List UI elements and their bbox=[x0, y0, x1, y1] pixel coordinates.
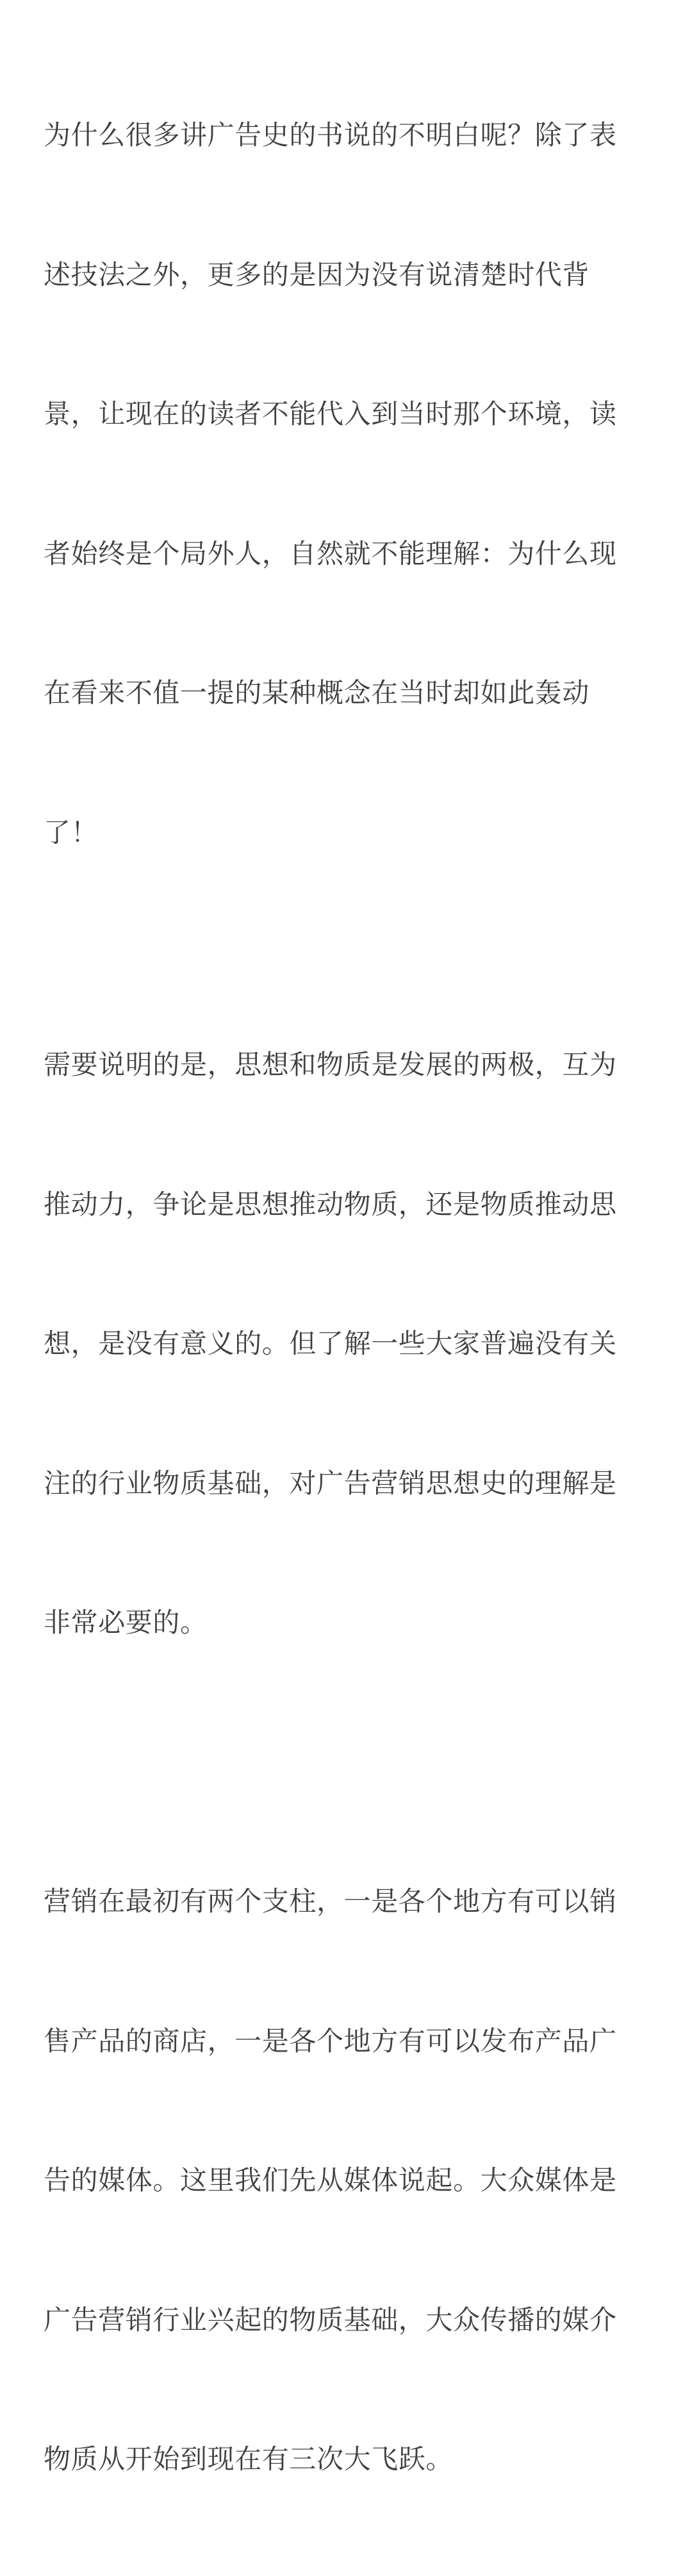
text-line: 为什么很多讲广告史的书说的不明白呢？除了表 bbox=[44, 119, 617, 151]
article-body bbox=[44, 19, 648, 2576]
text-line: 者始终是个局外人，自然就不能理解：为什么现 bbox=[44, 537, 617, 569]
text-line: 推动力，争论是思想推动物质，还是物质推动思 bbox=[44, 1188, 617, 1220]
text-line: 营销在最初有两个支柱，一是各个地方有可以销 bbox=[44, 1886, 617, 1917]
paragraph-gap bbox=[44, 1739, 648, 1786]
text-line: 了！ bbox=[44, 816, 99, 848]
text-line: 非常必要的。 bbox=[44, 1607, 208, 1638]
text-line: 注的行业物质基础，对广告营销思想史的理解是 bbox=[44, 1467, 617, 1499]
text-line: 告的媒体。这里我们先从媒体说起。大众媒体是 bbox=[44, 2164, 617, 2196]
text-line: 售产品的商店，一是各个地方有可以发布产品广 bbox=[44, 2025, 617, 2057]
text-line: 述技法之外，更多的是因为没有说清楚时代背 bbox=[44, 258, 590, 290]
text-line: 在看来不值一提的某种概念在当时却如此轰动 bbox=[44, 677, 590, 708]
text-line: 想，是没有意义的。但了解一些大家普遍没有关 bbox=[44, 1328, 617, 1359]
paragraph-2 bbox=[44, 949, 648, 1739]
text-line: 景，让现在的读者不能代入到当时那个环境，读 bbox=[44, 398, 617, 430]
paragraph-3 bbox=[44, 1786, 648, 2576]
text-line: 物质从开始到现在有三次大飞跃。 bbox=[44, 2443, 454, 2475]
text-line: 广告营销行业兴起的物质基础，大众传播的媒介 bbox=[44, 2304, 617, 2336]
paragraph-1 bbox=[44, 19, 648, 949]
text-line: 需要说明的是，思想和物质是发展的两极，互为 bbox=[44, 1049, 617, 1080]
